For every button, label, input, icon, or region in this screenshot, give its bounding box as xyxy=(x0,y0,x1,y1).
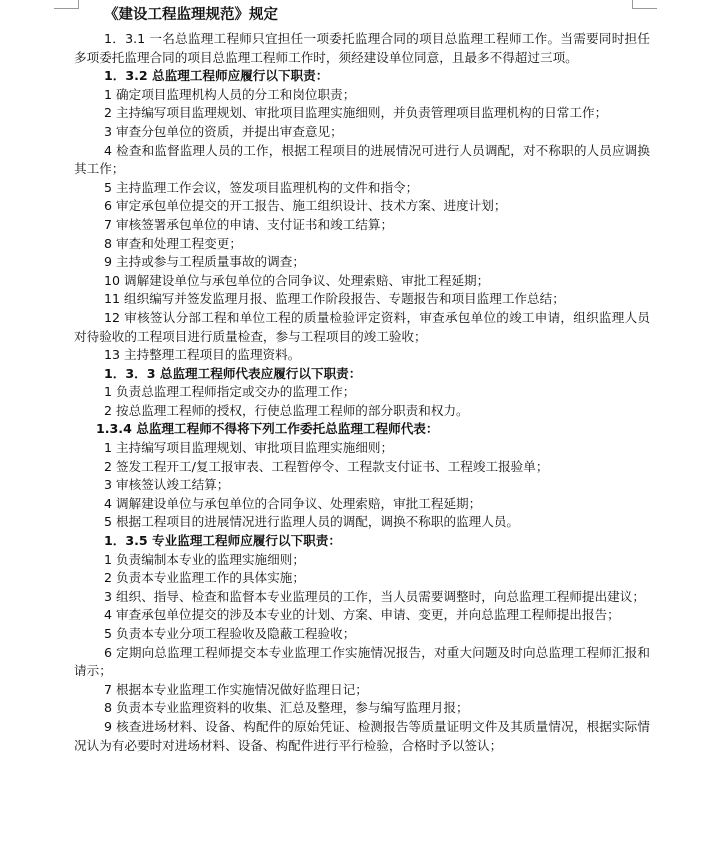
list-item: 8 负责本专业监理资料的收集、汇总及整理，参与编写监理月报； xyxy=(104,700,469,716)
list-item: 1 负责编制本专业的监理实施细则； xyxy=(104,551,305,567)
list-item: 5 根据工程项目的进展情况进行监理人员的调配，调换不称职的监理人员。 xyxy=(104,514,520,530)
list-item: 13 主持整理工程项目的监理资料。 xyxy=(104,347,301,363)
document-body xyxy=(74,5,650,755)
list-item: 2 主持编写项目监理规划、审批项目监理实施细则，并负责管理项目监理机构的日常工作； xyxy=(104,105,608,121)
paragraph-list xyxy=(74,30,650,755)
list-item: 7 审核签署承包单位的申请、支付证书和竣工结算； xyxy=(104,216,394,232)
list-item: 3 组织、指导、检查和监督本专业监理员的工作，当人员需要调整时，向总监理工程师提出建议； xyxy=(104,588,645,604)
list-item: 3 审核签认竣工结算； xyxy=(104,477,230,493)
list-item: 1 主持编写项目监理规划、审批项目监理实施细则； xyxy=(104,440,394,456)
list-item: 2 负责本专业监理工作的具体实施； xyxy=(104,570,305,586)
document-title: 《建设工程监理规范》规定 xyxy=(104,7,278,23)
list-item: 1 负责总监理工程师指定或交办的监理工作； xyxy=(104,384,356,400)
section-heading: 1．3.2 总监理工程师应履行以下职责： xyxy=(104,68,329,84)
list-item: 3 审查分包单位的资质，并提出审查意见； xyxy=(104,123,343,139)
list-item: 10 调解建设单位与承包单位的合同争议、处理索赔、审批工程延期； xyxy=(104,272,490,288)
list-item: 6 定期向总监理工程师提交本专业监理工作实施情况报告，对重大问题及时向总监理工程师汇报和请示； xyxy=(74,644,650,679)
section-heading: 1．3.5 专业监理工程师应履行以下职责： xyxy=(104,533,341,549)
paragraph: 1．3.1 一名总监理工程师只宜担任一项委托监理合同的项目总监理工程师工作。当需要同时担任多项委托监理合同的项目总监理工程师工作时，须经建设单位同意，且最多不得超过三项。 xyxy=(74,31,650,65)
list-item: 4 审查承包单位提交的涉及本专业的计划、方案、申请、变更，并向总监理工程师提出报告； xyxy=(104,607,620,623)
list-item: 7 根据本专业监理工作实施情况做好监理日记； xyxy=(104,681,368,697)
list-item: 5 主持监理工作会议，签发项目监理机构的文件和指令； xyxy=(104,179,419,195)
list-item: 5 负责本专业分项工程验收及隐蔽工程验收； xyxy=(104,626,356,641)
list-item: 4 检查和监督监理人员的工作，根据工程项目的进展情况可进行人员调配，对不称职的人员应调换其工作； xyxy=(74,142,650,177)
list-item: 2 按总监理工程师的授权，行使总监理工程师的部分职责和权力。 xyxy=(104,402,469,418)
list-item: 9 主持或参与工程质量事故的调查； xyxy=(104,254,305,270)
list-item: 11 组织编写并签发监理月报、监理工作阶段报告、专题报告和项目监理工作总结； xyxy=(104,291,565,307)
list-item: 9 核查进场材料、设备、构配件的原始凭证、检测报告等质量证明文件及其质量情况，根据实际情况认为有必要时对进场材料、设备、构配件进行平行检验，合格时予以签认； xyxy=(74,718,650,753)
list-item: 8 审查和处理工程变更； xyxy=(104,235,242,251)
section-heading: 1．3．3 总监理工程师代表应履行以下职责： xyxy=(104,365,362,381)
list-item: 4 调解建设单位与承包单位的合同争议、处理索赔，审批工程延期； xyxy=(104,495,482,511)
list-item: 2 签发工程开工/复工报审表、工程暂停令、工程款支付证书、工程竣工报验单； xyxy=(104,458,549,474)
list-item: 12 审核签认分部工程和单位工程的质量检验评定资料，审查承包单位的竣工申请，组织监理人员对待验收的工程项目进行质量检查，参与工程项目的竣工验收； xyxy=(74,309,650,344)
list-item: 1 确定项目监理机构人员的分工和岗位职责； xyxy=(104,86,356,102)
section-heading: 1.3.4 总监理工程师不得将下列工作委托总监理工程师代表： xyxy=(96,421,439,437)
list-item: 6 审定承包单位提交的开工报告、施工组织设计、技术方案、进度计划； xyxy=(104,198,507,214)
